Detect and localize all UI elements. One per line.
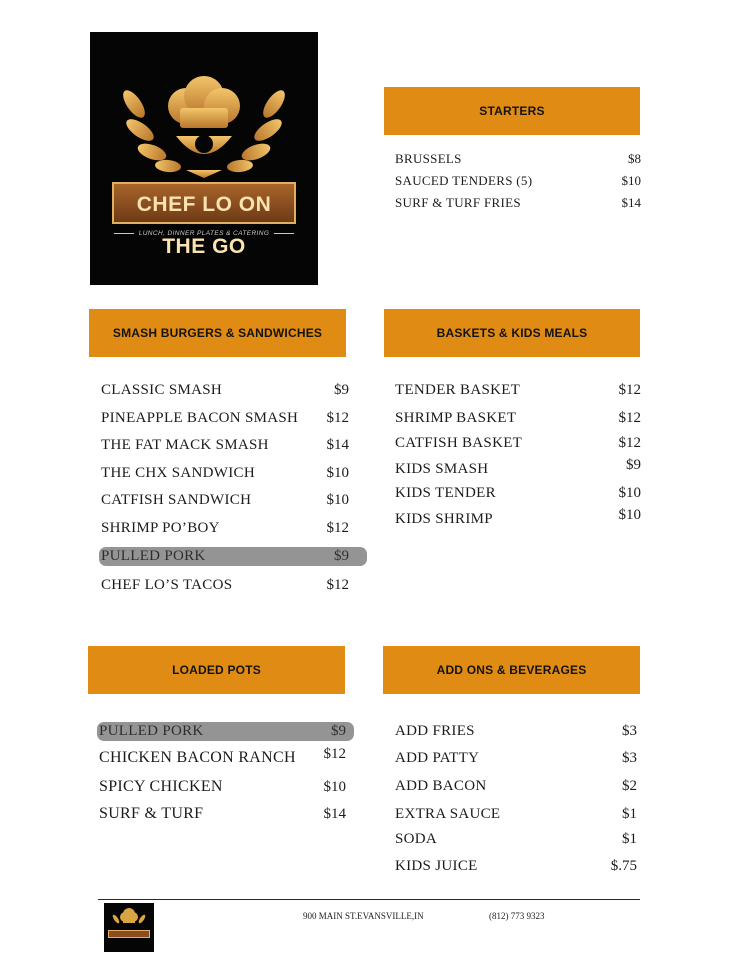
item-name: ADD PATTY xyxy=(395,750,480,766)
item-price: $2 xyxy=(622,778,637,794)
item-price: $14 xyxy=(326,437,349,453)
footer-divider xyxy=(98,899,640,900)
burgers-header: SMASH BURGERS & SANDWICHES xyxy=(89,309,346,357)
item-price: $12 xyxy=(618,435,641,451)
menu-item xyxy=(395,775,637,797)
item-name: SURF & TURF FRIES xyxy=(395,195,521,210)
menu-item xyxy=(395,720,637,742)
menu-item xyxy=(395,148,641,170)
addons-list xyxy=(395,720,637,880)
menu-item-crossed-out xyxy=(101,545,349,567)
item-name: THE FAT MACK SMASH xyxy=(101,437,269,453)
item-name: EXTRA SAUCE xyxy=(395,806,501,822)
item-name: CLASSIC SMASH xyxy=(101,382,223,398)
item-name: SHRIMP BASKET xyxy=(395,410,517,426)
item-name: SODA xyxy=(395,831,438,847)
item-name: PINEAPPLE BACON SMASH xyxy=(101,410,299,426)
item-name: SPICY CHICKEN xyxy=(99,778,223,795)
footer-address: 900 MAIN ST.EVANSVILLE,IN xyxy=(303,911,424,921)
item-name: CHEF LO’S TACOS xyxy=(101,577,233,593)
menu-item xyxy=(101,574,349,596)
item-name: THE CHX SANDWICH xyxy=(101,465,255,481)
item-price: $12 xyxy=(618,410,641,426)
starters-header: STARTERS xyxy=(384,87,640,135)
menu-item xyxy=(395,508,641,530)
item-price: $1 xyxy=(622,806,637,822)
item-price: $10 xyxy=(326,465,349,481)
item-name: SAUCED TENDERS (5) xyxy=(395,173,533,188)
item-price: $12 xyxy=(326,410,349,426)
starters-list xyxy=(395,148,641,218)
footer-logo xyxy=(104,903,154,952)
item-price: $14 xyxy=(621,195,641,210)
menu-item xyxy=(101,517,349,539)
item-price: $9 xyxy=(626,457,641,473)
item-name: KIDS SMASH xyxy=(395,461,489,477)
burgers-list xyxy=(101,379,349,599)
item-name: SURF & TURF xyxy=(99,805,204,822)
item-price: $10 xyxy=(326,492,349,508)
menu-item xyxy=(395,458,641,480)
menu-item-crossed-out xyxy=(99,720,346,742)
item-price: $10 xyxy=(621,173,641,188)
item-price: $.75 xyxy=(610,858,637,874)
item-name: KIDS SHRIMP xyxy=(395,511,493,527)
menu-item xyxy=(99,747,346,769)
baskets-header: BASKETS & KIDS MEALS xyxy=(384,309,640,357)
menu-item xyxy=(395,482,641,504)
menu-item xyxy=(101,462,349,484)
item-price: $10 xyxy=(618,485,641,501)
menu-item xyxy=(101,434,349,456)
menu-item xyxy=(99,776,346,798)
footer-phone: (812) 773 9323 xyxy=(489,911,545,921)
item-name: ADD FRIES xyxy=(395,723,475,739)
menu-item xyxy=(395,747,637,769)
item-name: KIDS TENDER xyxy=(395,485,496,501)
strikeout-mark xyxy=(97,722,354,741)
item-price: $10 xyxy=(618,507,641,523)
item-price: $9 xyxy=(334,382,349,398)
restaurant-logo xyxy=(90,32,318,285)
menu-item xyxy=(395,170,641,192)
menu-item xyxy=(101,489,349,511)
menu-item xyxy=(395,432,641,454)
item-price: $14 xyxy=(323,806,346,822)
item-price: $10 xyxy=(323,779,346,795)
item-price: $8 xyxy=(628,151,641,166)
menu-item xyxy=(395,803,637,825)
item-price: $12 xyxy=(618,382,641,398)
menu-item xyxy=(395,407,641,429)
item-price: $3 xyxy=(622,723,637,739)
pots-list xyxy=(99,720,346,830)
strikeout-mark xyxy=(99,547,367,566)
chef-hat-icon xyxy=(104,903,154,933)
item-price: $12 xyxy=(326,577,349,593)
item-name: BRUSSELS xyxy=(395,151,462,166)
item-price: $1 xyxy=(622,831,637,847)
addons-header: ADD ONS & BEVERAGES xyxy=(383,646,640,694)
item-name: CATFISH BASKET xyxy=(395,435,523,451)
item-name: CATFISH SANDWICH xyxy=(101,492,252,508)
menu-item xyxy=(101,379,349,401)
menu-item xyxy=(395,855,637,877)
item-name: ADD BACON xyxy=(395,778,487,794)
item-price: $12 xyxy=(326,520,349,536)
menu-item xyxy=(395,192,641,214)
logo-tagline: LUNCH, DINNER PLATES & CATERING xyxy=(100,230,308,237)
item-name: SHRIMP PO’BOY xyxy=(101,520,220,536)
logo-wordmark: CHEF LO ON THE GO xyxy=(112,182,296,224)
item-name: CHICKEN BACON RANCH xyxy=(99,749,296,766)
item-name: TENDER BASKET xyxy=(395,382,521,398)
item-price: $3 xyxy=(622,750,637,766)
item-name: KIDS JUICE xyxy=(395,858,478,874)
pots-header: LOADED POTS xyxy=(88,646,345,694)
baskets-list xyxy=(395,379,641,534)
footer-logo-wordmark xyxy=(108,930,150,938)
menu-item xyxy=(395,379,641,401)
item-price: $12 xyxy=(323,746,346,762)
menu-item xyxy=(395,828,637,850)
menu-item xyxy=(101,407,349,429)
menu-item xyxy=(99,803,346,825)
